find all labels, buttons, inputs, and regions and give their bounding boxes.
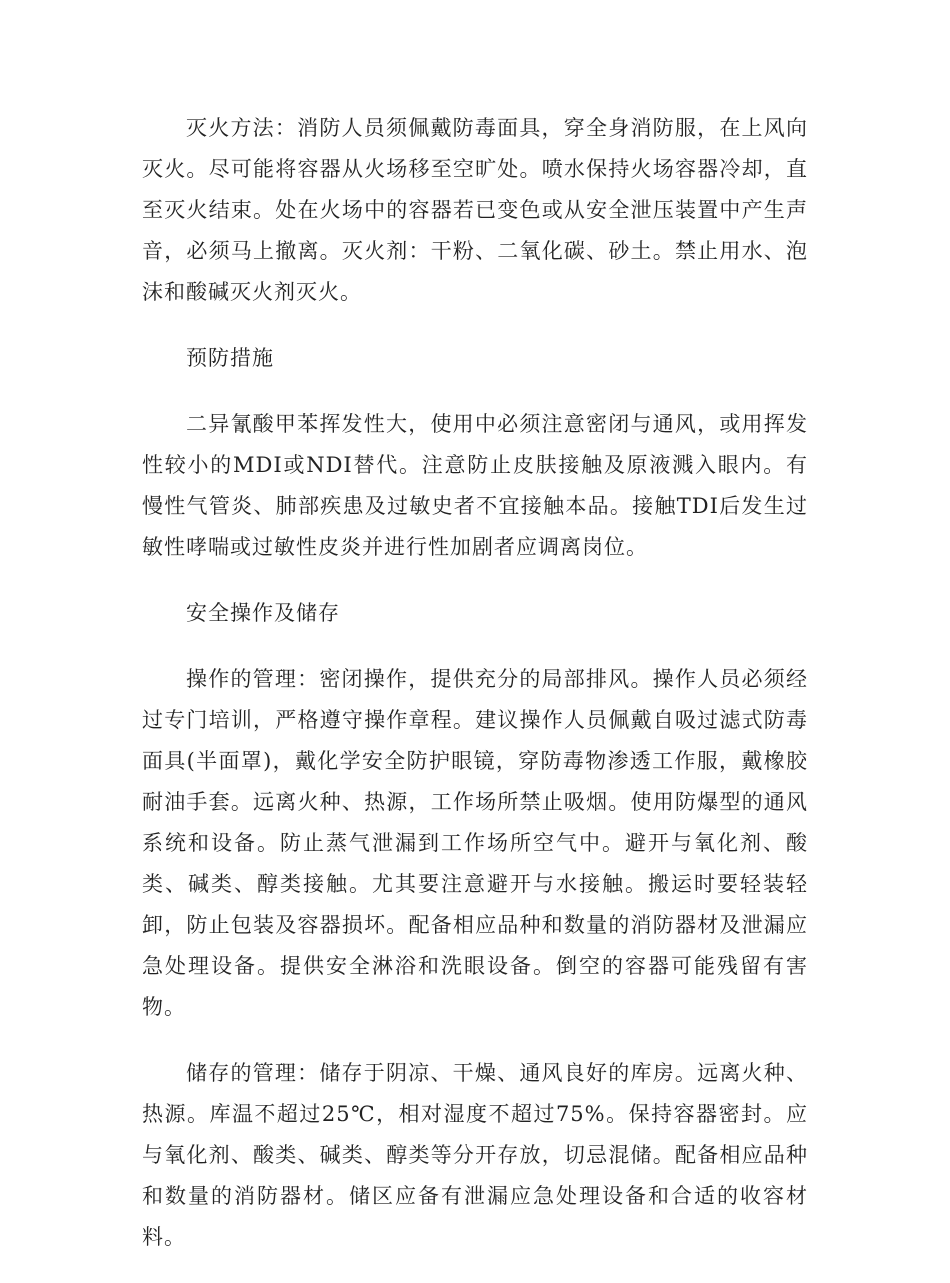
paragraph-storage: 储存的管理：储存于阴凉、干燥、通风良好的库房。远离火种、热源。库温不超过25℃，相对湿度不超过75%。保持容器密封。应与氧化剂、酸类、碱类、醇类等分开存放，切忌混储。配备相应品种和数量的消防器材。储区应备有泄漏应急处理设备和合适的收容材料。 (142, 1061, 808, 1249)
paragraph-handling: 操作的管理：密闭操作，提供充分的局部排风。操作人员必须经过专门培训，严格遵守操作章程。建议操作人员佩戴自吸过滤式防毒面具(半面罩)，戴化学安全防护眼镜，穿防毒物渗透工作服，戴橡胶耐油手套。远离火种、热源，工作场所禁止吸烟。使用防爆型的通风系统和设备。防止蒸气泄漏到工作场所空气中。避开与氧化剂、酸类、碱类、醇类接触。尤其要注意避开与水接触。搬运时要轻装轻卸，防止包装及容器损坏。配备相应品种和数量的消防器材及泄漏应急处理设备。提供安全淋浴和洗眼设备。倒空的容器可能残留有害物。 (142, 667, 808, 1019)
heading-prevention: 预防措施 (186, 346, 274, 370)
document-body (142, 108, 808, 1283)
heading-safe-handling-storage: 安全操作及储存 (186, 601, 340, 625)
paragraph-prevention: 二异氰酸甲苯挥发性大，使用中必须注意密闭与通风，或用挥发性较小的MDI或NDI替代。注意防止皮肤接触及原液溅入眼内。有慢性气管炎、肺部疾患及过敏史者不宜接触本品。接触TDI后发生过敏性哮喘或过敏性皮炎并进行性加剧者应调离岗位。 (142, 412, 808, 559)
paragraph-fire-fighting: 灭火方法：消防人员须佩戴防毒面具，穿全身消防服，在上风向灭火。尽可能将容器从火场移至空旷处。喷水保持火场容器冷却，直至灭火结束。处在火场中的容器若已变色或从安全泄压装置中产生声音，必须马上撤离。灭火剂：干粉、二氧化碳、砂土。禁止用水、泡沫和酸碱灭火剂灭火。 (142, 116, 808, 304)
